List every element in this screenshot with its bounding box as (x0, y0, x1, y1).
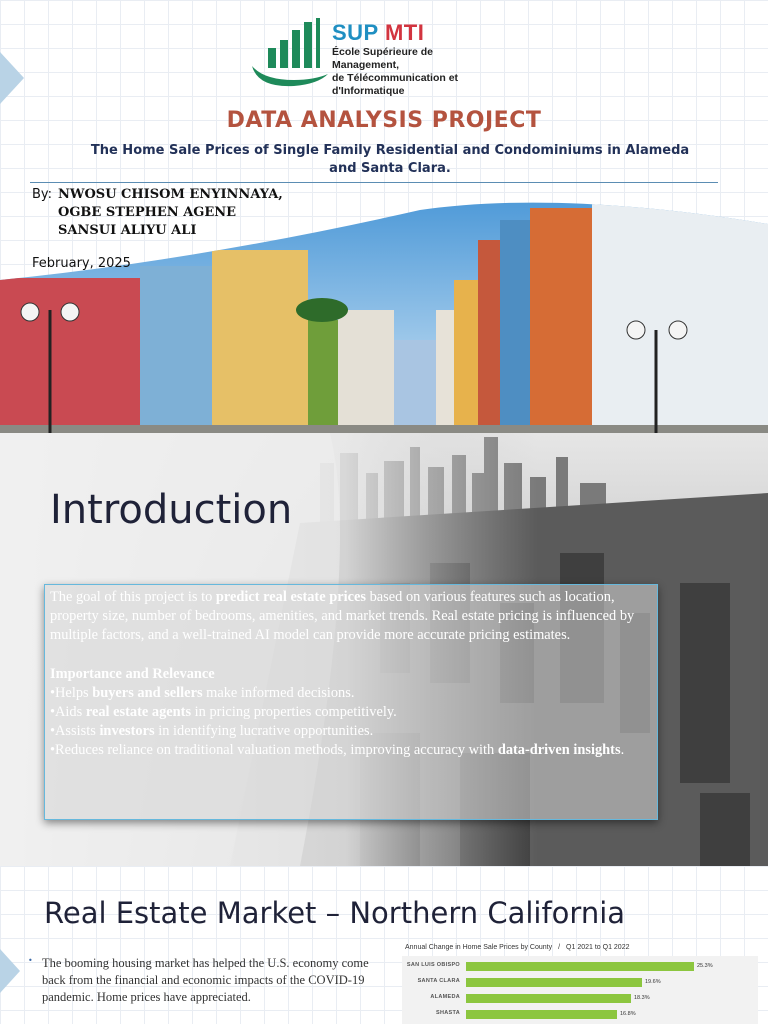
author-name: NWOSU CHISOM ENYINNAYA, (58, 187, 283, 202)
presentation-date: February, 2025 (32, 256, 131, 271)
category-label: SAN LUIS OBISPO (406, 962, 460, 968)
bar (466, 1010, 617, 1019)
category-label: SANTA CLARA (417, 978, 460, 984)
bullet-marker: • (28, 956, 33, 965)
by-label: By: (32, 187, 53, 202)
title-slide (0, 0, 768, 433)
author-name: SANSUI ALIYU ALI (58, 223, 197, 238)
title-divider (30, 182, 718, 183)
author-names (58, 186, 283, 240)
importance-bullet: •Assists investors in identifying lucrative opportunities. (50, 723, 374, 740)
bar (466, 994, 631, 1003)
intro-text-box (44, 584, 658, 820)
slide-title: Real Estate Market – Northern California (44, 896, 626, 930)
value-label: 16.8% (620, 1011, 636, 1017)
value-label: 18.3% (634, 995, 650, 1001)
logo-tagline: École Supérieure de Management, de Télécommunication et d'Informatique (332, 46, 459, 97)
importance-bullet: •Helps buyers and sellers make informed decisions. (50, 684, 355, 701)
logo-bars-icon (248, 18, 330, 90)
logo-wordmark: SUP MTI (332, 20, 425, 45)
market-paragraph: The booming housing market has helped the U.S. economy come back from the financial and economic impacts of the COVID-19 pandemic. Home prices have appreciated. (42, 956, 369, 1004)
importance-bullet: •Reduces reliance on traditional valuation methods, improving accuracy with data-driven insights. (50, 742, 625, 759)
value-label: 25.3% (697, 963, 713, 969)
bar (466, 978, 642, 987)
chart-row (402, 976, 758, 990)
supmti-logo (248, 18, 488, 97)
county-price-change-chart (402, 942, 758, 1024)
chart-row (402, 960, 758, 974)
chart-row (402, 1008, 758, 1022)
importance-heading: Importance and Relevance (50, 665, 215, 682)
category-label: SHASTA (435, 1010, 460, 1016)
intro-body (50, 588, 650, 761)
slide-title: Introduction (50, 487, 293, 533)
introduction-slide (0, 433, 768, 866)
importance-bullet: •Aids real estate agents in pricing properties competitively. (50, 704, 397, 721)
slide-marker-triangle (0, 949, 20, 993)
chart-title: Annual Change in Home Sale Prices by County / Q1 2021 to Q1 2022 (405, 944, 630, 951)
market-slide (0, 866, 768, 1024)
author-name: OGBE STEPHEN AGENE (58, 205, 237, 220)
project-title: DATA ANALYSIS PROJECT (226, 108, 542, 133)
slide-marker-triangle (0, 52, 24, 104)
goal-paragraph: The goal of this project is to predict real estate prices based on various features such as location, property size, number of bedrooms, amenities, and market trends. Real estate pricing is influenced by multiple factors, and a well-trained AI model can provide more accurate pricing estimates. (50, 589, 635, 644)
chart-row (402, 992, 758, 1006)
project-subtitle: The Home Sale Prices of Single Family Residential and Condominiums in Alameda and Santa Clara. (90, 143, 690, 176)
value-label: 19.6% (645, 979, 661, 985)
bar (466, 962, 694, 971)
category-label: ALAMEDA (430, 994, 460, 1000)
